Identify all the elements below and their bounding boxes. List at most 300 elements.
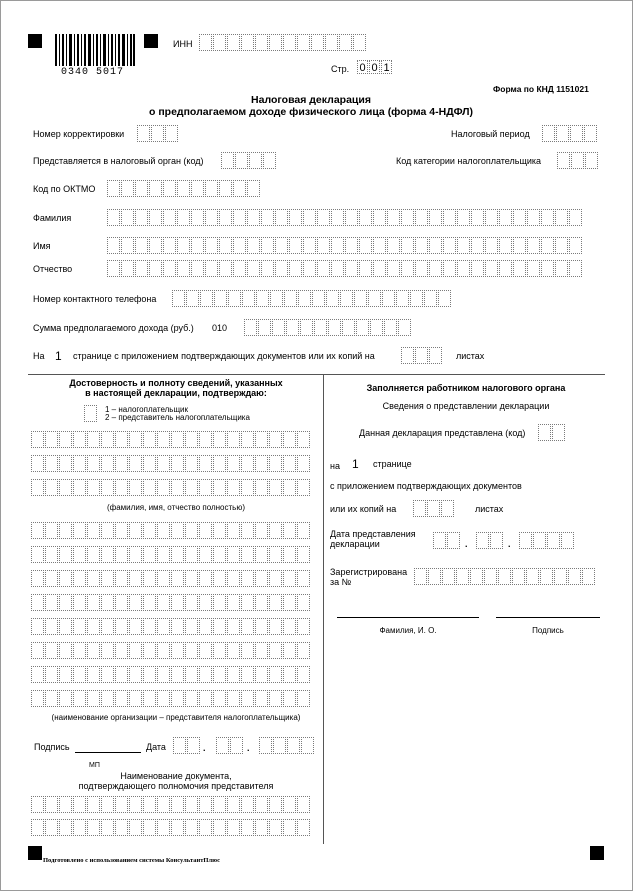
input-cell[interactable] [219, 260, 232, 277]
input-cell[interactable] [45, 431, 58, 448]
input-cell[interactable] [171, 455, 184, 472]
input-cell[interactable] [87, 819, 100, 836]
input-cell[interactable] [429, 237, 442, 254]
input-cell[interactable] [171, 570, 184, 587]
input-cell[interactable] [213, 618, 226, 635]
input-cell[interactable] [228, 290, 241, 307]
input-cell[interactable] [173, 737, 186, 754]
input-cell[interactable] [283, 570, 296, 587]
input-cell[interactable] [115, 594, 128, 611]
officer-signature-line[interactable] [496, 617, 600, 618]
input-cell[interactable] [353, 34, 366, 51]
input-cell[interactable] [143, 618, 156, 635]
input-cell[interactable] [568, 568, 581, 585]
input-cell[interactable] [443, 260, 456, 277]
input-cell[interactable] [221, 152, 234, 169]
input-cell[interactable] [269, 570, 282, 587]
input-cell[interactable] [415, 347, 428, 364]
input-cell[interactable] [205, 209, 218, 226]
input-cell[interactable] [255, 594, 268, 611]
input-cell[interactable] [227, 642, 240, 659]
input-cell[interactable] [45, 570, 58, 587]
input-cell[interactable] [443, 237, 456, 254]
input-cell[interactable] [415, 237, 428, 254]
input-cell[interactable] [101, 546, 114, 563]
input-cell[interactable] [429, 209, 442, 226]
input-cell[interactable] [31, 522, 44, 539]
input-cell[interactable] [328, 319, 341, 336]
input-cell[interactable] [287, 737, 300, 754]
input-cell[interactable] [185, 796, 198, 813]
input-cell[interactable] [345, 209, 358, 226]
authority-doc-row[interactable] [31, 819, 311, 836]
input-cell[interactable] [107, 260, 120, 277]
input-cell[interactable] [269, 819, 282, 836]
input-cell[interactable] [498, 568, 511, 585]
input-cell[interactable] [101, 642, 114, 659]
input-cell[interactable] [157, 522, 170, 539]
input-cell[interactable] [143, 479, 156, 496]
input-cell[interactable] [219, 209, 232, 226]
input-cell[interactable] [241, 455, 254, 472]
input-cell[interactable] [149, 209, 162, 226]
input-cell[interactable] [526, 568, 539, 585]
input-cell[interactable] [317, 237, 330, 254]
input-cell[interactable] [199, 546, 212, 563]
input-cell[interactable] [171, 690, 184, 707]
taxpayer-category-cells[interactable] [557, 152, 599, 169]
input-cell[interactable] [255, 455, 268, 472]
input-cell[interactable] [241, 594, 254, 611]
input-cell[interactable] [227, 819, 240, 836]
input-cell[interactable] [199, 479, 212, 496]
input-cell[interactable] [143, 570, 156, 587]
input-cell[interactable] [129, 431, 142, 448]
input-cell[interactable] [73, 690, 86, 707]
input-cell[interactable] [527, 209, 540, 226]
correction-number-cells[interactable] [137, 125, 179, 142]
input-cell[interactable] [171, 522, 184, 539]
input-cell[interactable] [457, 260, 470, 277]
input-cell[interactable] [135, 180, 148, 197]
input-cell[interactable] [59, 570, 72, 587]
input-cell[interactable] [45, 546, 58, 563]
input-cell[interactable] [247, 209, 260, 226]
input-cell[interactable] [185, 455, 198, 472]
input-cell[interactable] [303, 237, 316, 254]
input-cell[interactable] [227, 34, 240, 51]
input-cell[interactable] [129, 666, 142, 683]
input-cell[interactable] [213, 34, 226, 51]
input-cell[interactable] [569, 209, 582, 226]
input-cell[interactable] [129, 479, 142, 496]
input-cell[interactable] [185, 479, 198, 496]
input-cell[interactable] [157, 479, 170, 496]
input-cell[interactable] [241, 431, 254, 448]
input-cell[interactable] [115, 642, 128, 659]
input-cell[interactable] [101, 570, 114, 587]
input-cell[interactable] [519, 532, 532, 549]
input-cell[interactable] [163, 237, 176, 254]
input-cell[interactable] [87, 642, 100, 659]
input-cell[interactable] [45, 479, 58, 496]
input-cell[interactable] [297, 455, 310, 472]
input-cell[interactable] [255, 618, 268, 635]
input-cell[interactable] [213, 666, 226, 683]
input-cell[interactable] [241, 666, 254, 683]
input-cell[interactable] [289, 209, 302, 226]
input-cell[interactable] [314, 319, 327, 336]
input-cell[interactable] [171, 666, 184, 683]
input-cell[interactable] [356, 319, 369, 336]
input-cell[interactable] [87, 431, 100, 448]
input-cell[interactable] [45, 618, 58, 635]
input-cell[interactable] [165, 125, 178, 142]
input-cell[interactable] [424, 290, 437, 307]
input-cell[interactable] [87, 522, 100, 539]
input-cell[interactable] [414, 568, 427, 585]
input-cell[interactable] [163, 260, 176, 277]
tax-authority-cells[interactable] [221, 152, 277, 169]
input-cell[interactable] [584, 125, 597, 142]
input-cell[interactable] [283, 594, 296, 611]
input-cell[interactable] [157, 455, 170, 472]
input-cell[interactable] [151, 125, 164, 142]
input-cell[interactable] [101, 690, 114, 707]
input-cell[interactable] [249, 152, 262, 169]
input-cell[interactable] [263, 152, 276, 169]
input-cell[interactable] [143, 819, 156, 836]
input-cell[interactable] [538, 424, 551, 441]
fio-row[interactable] [31, 455, 311, 472]
input-cell[interactable] [428, 568, 441, 585]
input-cell[interactable] [297, 522, 310, 539]
input-cell[interactable] [191, 209, 204, 226]
input-cell[interactable] [359, 260, 372, 277]
input-cell[interactable] [121, 180, 134, 197]
input-cell[interactable] [199, 690, 212, 707]
input-cell[interactable] [199, 666, 212, 683]
input-cell[interactable] [233, 260, 246, 277]
input-cell[interactable] [247, 180, 260, 197]
input-cell[interactable] [31, 455, 44, 472]
org-row[interactable] [31, 642, 311, 659]
input-cell[interactable] [101, 618, 114, 635]
input-cell[interactable] [205, 260, 218, 277]
presentation-year-cells[interactable] [519, 532, 575, 549]
input-cell[interactable] [542, 125, 555, 142]
input-cell[interactable] [216, 737, 229, 754]
fio-row[interactable] [31, 431, 311, 448]
input-cell[interactable] [345, 260, 358, 277]
input-cell[interactable] [387, 209, 400, 226]
input-cell[interactable] [185, 570, 198, 587]
input-cell[interactable] [259, 737, 272, 754]
input-cell[interactable] [555, 209, 568, 226]
input-cell[interactable] [298, 290, 311, 307]
input-cell[interactable] [31, 796, 44, 813]
input-cell[interactable] [185, 690, 198, 707]
input-cell[interactable] [283, 522, 296, 539]
input-cell[interactable] [157, 431, 170, 448]
input-cell[interactable] [143, 522, 156, 539]
input-cell[interactable] [227, 666, 240, 683]
input-cell[interactable] [213, 796, 226, 813]
input-cell[interactable] [269, 34, 282, 51]
input-cell[interactable] [199, 455, 212, 472]
input-cell[interactable] [244, 319, 257, 336]
input-cell[interactable] [73, 594, 86, 611]
input-cell[interactable] [186, 290, 199, 307]
org-row[interactable] [31, 666, 311, 683]
date-year-cells[interactable] [259, 737, 315, 754]
input-cell[interactable] [185, 819, 198, 836]
input-cell[interactable] [447, 532, 460, 549]
input-cell[interactable] [269, 431, 282, 448]
input-cell[interactable] [339, 34, 352, 51]
input-cell[interactable] [87, 666, 100, 683]
input-cell[interactable] [289, 237, 302, 254]
input-cell[interactable] [255, 666, 268, 683]
input-cell[interactable] [297, 34, 310, 51]
input-cell[interactable] [415, 260, 428, 277]
input-cell[interactable] [101, 666, 114, 683]
input-cell[interactable] [269, 455, 282, 472]
input-cell[interactable] [59, 690, 72, 707]
input-cell[interactable] [107, 180, 120, 197]
input-cell[interactable] [255, 642, 268, 659]
input-cell[interactable] [227, 431, 240, 448]
input-cell[interactable] [191, 237, 204, 254]
input-cell[interactable] [45, 594, 58, 611]
input-cell[interactable] [241, 642, 254, 659]
input-cell[interactable] [115, 522, 128, 539]
input-cell[interactable] [297, 431, 310, 448]
input-cell[interactable] [255, 570, 268, 587]
input-cell[interactable] [121, 209, 134, 226]
input-cell[interactable] [84, 405, 97, 422]
input-cell[interactable] [442, 568, 455, 585]
input-cell[interactable] [107, 209, 120, 226]
input-cell[interactable] [157, 594, 170, 611]
name-cells[interactable] [107, 237, 583, 254]
input-cell[interactable] [31, 819, 44, 836]
input-cell[interactable] [115, 570, 128, 587]
input-cell[interactable] [157, 690, 170, 707]
input-cell[interactable] [115, 666, 128, 683]
input-cell[interactable] [73, 546, 86, 563]
input-cell[interactable] [555, 260, 568, 277]
input-cell[interactable] [129, 522, 142, 539]
input-cell[interactable] [241, 479, 254, 496]
input-cell[interactable] [297, 546, 310, 563]
input-cell[interactable] [261, 237, 274, 254]
input-cell[interactable] [499, 237, 512, 254]
input-cell[interactable] [129, 546, 142, 563]
input-cell[interactable] [471, 209, 484, 226]
input-cell[interactable] [283, 819, 296, 836]
input-cell[interactable] [401, 237, 414, 254]
input-cell[interactable] [325, 34, 338, 51]
input-cell[interactable] [401, 347, 414, 364]
input-cell[interactable] [241, 796, 254, 813]
input-cell[interactable] [241, 618, 254, 635]
input-cell[interactable] [143, 796, 156, 813]
input-cell[interactable] [143, 666, 156, 683]
input-cell[interactable] [185, 618, 198, 635]
input-cell[interactable] [185, 522, 198, 539]
input-cell[interactable] [45, 819, 58, 836]
input-cell[interactable] [59, 431, 72, 448]
input-cell[interactable] [129, 570, 142, 587]
input-cell[interactable] [269, 796, 282, 813]
input-cell[interactable] [345, 237, 358, 254]
input-cell[interactable] [171, 594, 184, 611]
input-cell[interactable] [129, 618, 142, 635]
input-cell[interactable] [157, 666, 170, 683]
input-cell[interactable] [31, 690, 44, 707]
input-cell[interactable] [556, 125, 569, 142]
input-cell[interactable] [373, 260, 386, 277]
input-cell[interactable] [137, 125, 150, 142]
input-cell[interactable] [73, 431, 86, 448]
input-cell[interactable] [255, 479, 268, 496]
input-cell[interactable] [129, 594, 142, 611]
input-cell[interactable] [45, 666, 58, 683]
input-cell[interactable] [73, 455, 86, 472]
tax-period-cells[interactable] [542, 125, 598, 142]
input-cell[interactable] [59, 796, 72, 813]
input-cell[interactable] [269, 618, 282, 635]
input-cell[interactable] [373, 209, 386, 226]
input-cell[interactable] [45, 690, 58, 707]
input-cell[interactable] [199, 594, 212, 611]
inn-cells[interactable] [199, 34, 367, 51]
input-cell[interactable] [199, 522, 212, 539]
input-cell[interactable] [59, 642, 72, 659]
input-cell[interactable] [241, 819, 254, 836]
input-cell[interactable] [121, 260, 134, 277]
input-cell[interactable] [398, 319, 411, 336]
input-cell[interactable] [242, 290, 255, 307]
input-cell[interactable] [31, 594, 44, 611]
presented-code-cells[interactable] [538, 424, 566, 441]
input-cell[interactable] [235, 152, 248, 169]
input-cell[interactable] [269, 642, 282, 659]
phone-cells[interactable] [172, 290, 452, 307]
input-cell[interactable] [129, 455, 142, 472]
input-cell[interactable] [297, 594, 310, 611]
input-cell[interactable] [359, 237, 372, 254]
input-cell[interactable] [213, 431, 226, 448]
input-cell[interactable] [199, 34, 212, 51]
input-cell[interactable] [241, 690, 254, 707]
input-cell[interactable] [540, 568, 553, 585]
input-cell[interactable] [289, 260, 302, 277]
org-row[interactable] [31, 570, 311, 587]
input-cell[interactable] [443, 209, 456, 226]
input-cell[interactable] [87, 455, 100, 472]
input-cell[interactable] [199, 618, 212, 635]
input-cell[interactable] [163, 180, 176, 197]
input-cell[interactable] [87, 690, 100, 707]
surname-cells[interactable] [107, 209, 583, 226]
input-cell[interactable] [547, 532, 560, 549]
date-day-cells[interactable] [173, 737, 201, 754]
input-cell[interactable] [59, 522, 72, 539]
input-cell[interactable] [312, 290, 325, 307]
input-cell[interactable] [438, 290, 451, 307]
input-cell[interactable] [227, 618, 240, 635]
input-cell[interactable] [490, 532, 503, 549]
input-cell[interactable] [185, 666, 198, 683]
org-row[interactable] [31, 546, 311, 563]
input-cell[interactable] [359, 209, 372, 226]
input-cell[interactable] [401, 209, 414, 226]
input-cell[interactable] [331, 260, 344, 277]
input-cell[interactable] [513, 209, 526, 226]
input-cell[interactable] [177, 209, 190, 226]
input-cell[interactable] [297, 479, 310, 496]
input-cell[interactable] [255, 34, 268, 51]
input-cell[interactable] [171, 479, 184, 496]
input-cell[interactable] [101, 455, 114, 472]
input-cell[interactable] [456, 568, 469, 585]
input-cell[interactable] [129, 690, 142, 707]
input-cell[interactable] [213, 594, 226, 611]
input-cell[interactable] [213, 522, 226, 539]
input-cell[interactable] [115, 479, 128, 496]
input-cell[interactable] [269, 594, 282, 611]
input-cell[interactable] [185, 594, 198, 611]
input-cell[interactable] [45, 642, 58, 659]
input-cell[interactable] [485, 260, 498, 277]
input-cell[interactable] [541, 260, 554, 277]
input-cell[interactable] [129, 819, 142, 836]
input-cell[interactable] [45, 522, 58, 539]
input-cell[interactable] [115, 819, 128, 836]
input-cell[interactable] [31, 642, 44, 659]
input-cell[interactable] [354, 290, 367, 307]
registration-number-cells[interactable] [414, 568, 596, 585]
input-cell[interactable] [199, 819, 212, 836]
input-cell[interactable] [303, 260, 316, 277]
input-cell[interactable] [205, 237, 218, 254]
input-cell[interactable] [101, 431, 114, 448]
input-cell[interactable] [73, 618, 86, 635]
input-cell[interactable] [172, 290, 185, 307]
input-cell[interactable] [269, 479, 282, 496]
input-cell[interactable] [187, 737, 200, 754]
input-cell[interactable] [143, 594, 156, 611]
input-cell[interactable] [283, 666, 296, 683]
attachment-sheets-cells[interactable] [401, 347, 443, 364]
input-cell[interactable] [373, 237, 386, 254]
input-cell[interactable] [311, 34, 324, 51]
input-cell[interactable] [227, 479, 240, 496]
office-sheets-cells[interactable] [413, 500, 455, 517]
input-cell[interactable] [199, 570, 212, 587]
input-cell[interactable] [101, 479, 114, 496]
input-cell[interactable] [340, 290, 353, 307]
input-cell[interactable] [301, 737, 314, 754]
input-cell[interactable] [171, 796, 184, 813]
input-cell[interactable] [31, 618, 44, 635]
input-cell[interactable] [284, 290, 297, 307]
input-cell[interactable] [59, 455, 72, 472]
input-cell[interactable] [297, 642, 310, 659]
input-cell[interactable] [213, 819, 226, 836]
